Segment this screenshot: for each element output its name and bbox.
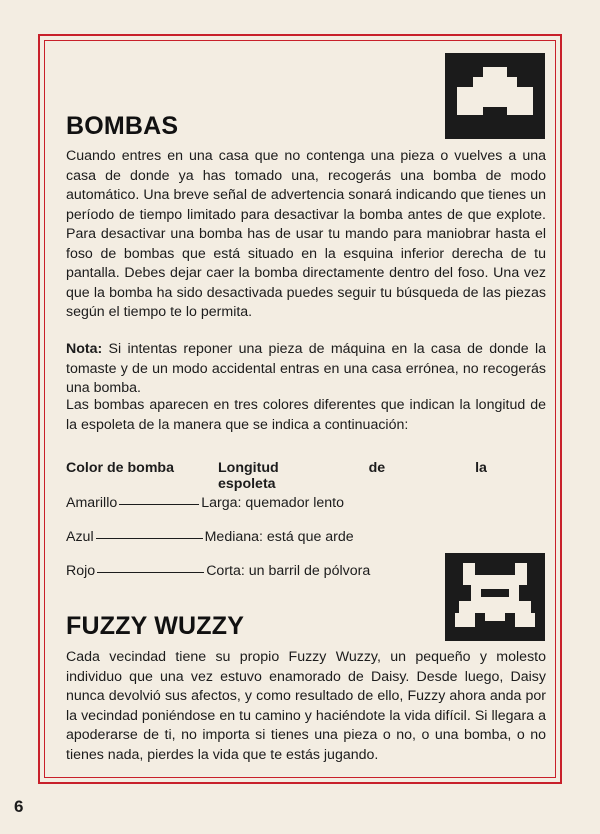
bombas-heading: BOMBAS [66,112,179,140]
fuzzy-wuzzy-heading: FUZZY WUZZY [66,612,245,640]
note-paragraph [66,340,546,399]
fuse-length: Corta: un barril de pólvora [206,563,371,579]
header-length: Longitud de la espoleta [218,460,487,492]
fuse-row-amarillo [66,495,546,511]
fuse-table-header [66,460,546,492]
bomb-sprite-icon [445,53,545,139]
fuse-color: Amarillo [66,495,118,511]
row-leader-line [119,504,199,505]
colors-intro-paragraph: Las bombas aparecen en tres colores diferentes que indican la longitud de la espoleta de la manera que se indica a continuación: [66,397,546,433]
fuse-row-rojo [66,563,546,579]
note-label: Nota: [66,341,103,357]
header-color: Color de bomba [66,460,174,476]
fuse-row-azul [66,529,546,545]
bombas-paragraph: Cuando entres en una casa que no contenga una pieza o vuelves a una casa de donde ya has tomado una, recogerás una bomba de modo automático. Una breve señal de advertencia sonará indicando que tienes un período de tiempo limitado para desactivar la bomba antes de que explote. Para desactivar una bomba has de usar tu mando para maniobrar hasta el foso de bombas que está situado en la esquina inferior derecha de tu pantalla. Debes dejar caer la bomba directamente dentro del foso. Una vez que la bomba ha sido desactivada puedes seguir tu búsqueda de las piezas según el tiempo te lo permita. [66,148,546,320]
row-leader-line [97,572,204,573]
fuzzy-wuzzy-paragraph: Cada vecindad tiene su propio Fuzzy Wuzzy, un pequeño y molesto individuo que una vez estuvo enamorado de Daisy. Desde luego, Daisy nunca devolvió sus afectos, y como resultado de ello, Fuzzy ahora anda por la vecindad poniéndose en tu camino y haciéndote la vida difícil. Si llegara a apoderarse de ti, no importa si tienes una pieza o no, o una bomba, o no tienes nada, pierdes la vida que te estás jugando. [66,649,546,763]
fuse-length: Larga: quemador lento [201,495,345,511]
page-number: 6 [14,797,24,816]
fuse-color: Azul [66,529,94,545]
fuse-color: Rojo [66,563,96,579]
fuse-length: Mediana: está que arde [204,529,354,545]
note-text: Si intentas reponer una pieza de máquina en la casa de donde la tomaste y de un modo accidental entras en una casa errónea, no recogerás una bomba. [66,341,546,396]
row-leader-line [96,538,203,539]
